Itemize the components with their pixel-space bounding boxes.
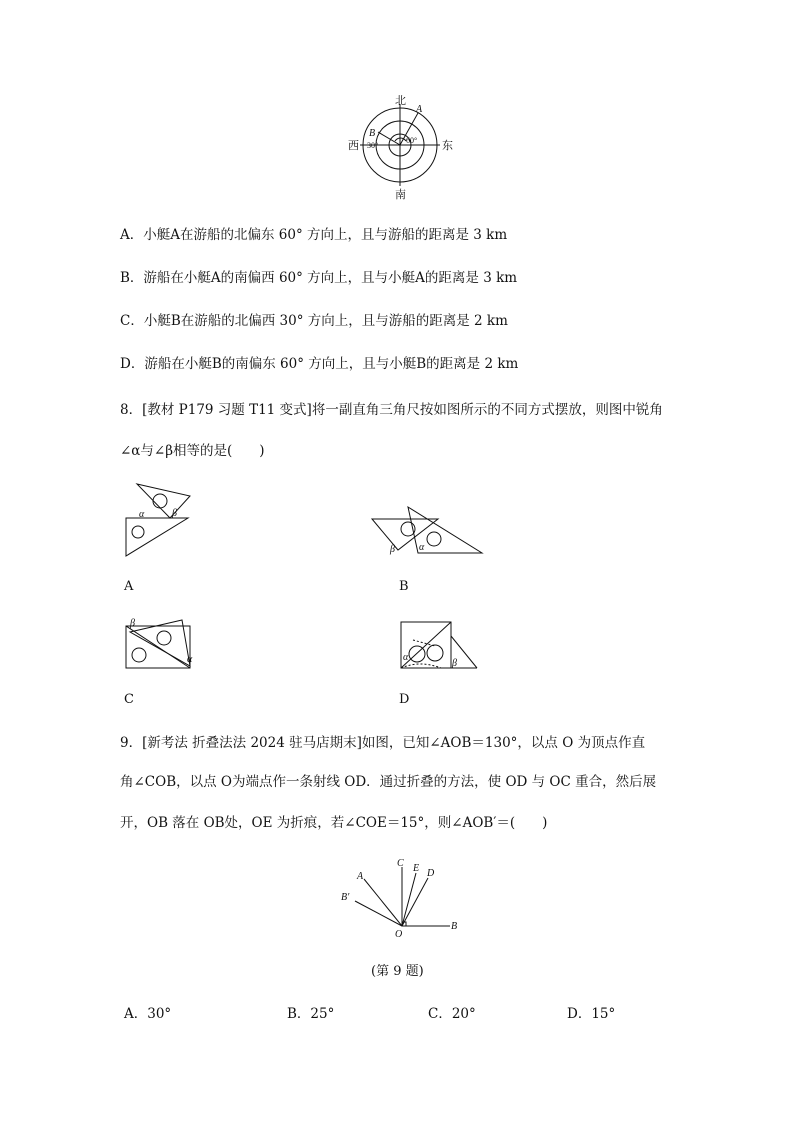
label-c: C [397,858,404,869]
angle-arc-b [395,138,400,141]
q9-stem-line1: 9．[新考法 折叠法法 2024 驻马店期末]如图，已知∠AOB＝130°，以点 O 为顶点作直 [120,735,646,751]
label-o: O [395,929,403,940]
q8-figure-label-c: C [124,692,134,707]
ray-od [402,878,428,926]
point-a-label: A [416,104,423,115]
label-b: B [451,921,458,932]
compass-diagram [340,92,460,210]
q9-choice-c: C．20° [428,1006,476,1022]
figure-c-alpha: α [187,654,193,665]
figure-a-alpha: α [139,509,145,520]
q9-stem-line2: 角∠COB，以点 O为端点作一条射线 OD．通过折叠的方法，使 OD 与 OC 重合，然后展 [120,774,657,790]
west-label: 西 [348,140,359,152]
figure-a-beta: β [172,508,177,519]
q8-figure-label-a: A [124,579,134,594]
angle-a-label: 60° [406,136,418,145]
label-e: E [413,863,420,874]
q8-figure-c [120,614,200,674]
q9-stem-line3: 开，OB 落在 OB处，OE 为折痕，若∠COE＝15°，则∠AOB′＝( ) [120,815,548,831]
figure-c-beta: β [130,618,135,629]
q8-stem-line2: ∠α与∠β相等的是( ) [120,443,265,459]
figure-d-alpha: α [403,652,409,663]
q8-stem-line1: 8．[教材 P179 习题 T11 变式]将一副直角三角尺按如图所示的不同方式摆放，则图中锐角 [120,402,663,418]
q7-option-d: D．游船在小艇B的南偏东 60° 方向上，且与小艇B的距离是 2 km [120,356,519,372]
q9-choice-b: B．25° [287,1006,335,1022]
figure-b-alpha: α [419,542,425,553]
label-d: D [427,868,435,879]
q8-figure-a [120,480,200,560]
north-label: 北 [395,95,406,107]
ray-oe [402,873,416,926]
q8-figure-b [368,505,486,565]
east-label: 东 [442,140,453,152]
label-a: A [357,871,364,882]
q9-ray-diagram [336,853,466,943]
q9-figure-caption: (第 9 题) [371,964,424,979]
label-b-prime: B′ [341,892,350,903]
q7-option-b: B．游船在小艇A的南偏西 60° 方向上，且与小艇A的距离是 3 km [120,270,518,286]
figure-b-beta: β [390,544,395,555]
point-b-label: B [369,128,376,139]
q7-option-c: C．小艇B在游船的北偏西 30° 方向上，且与游船的距离是 2 km [120,313,508,329]
q8-figure-label-d: D [399,692,410,707]
south-label: 南 [395,189,406,201]
q8-figure-label-b: B [399,579,409,594]
q9-choice-a: A．30° [124,1006,172,1022]
angle-b-label: 30° [367,141,379,150]
q9-choice-d: D．15° [567,1006,616,1022]
ray-oa [364,879,402,926]
figure-d-beta: β [452,658,457,669]
q7-option-a: A．小艇A在游船的北偏东 60° 方向上，且与游船的距离是 3 km [120,227,508,243]
q8-figure-d [395,612,481,672]
ray-ob-prime [355,901,402,926]
